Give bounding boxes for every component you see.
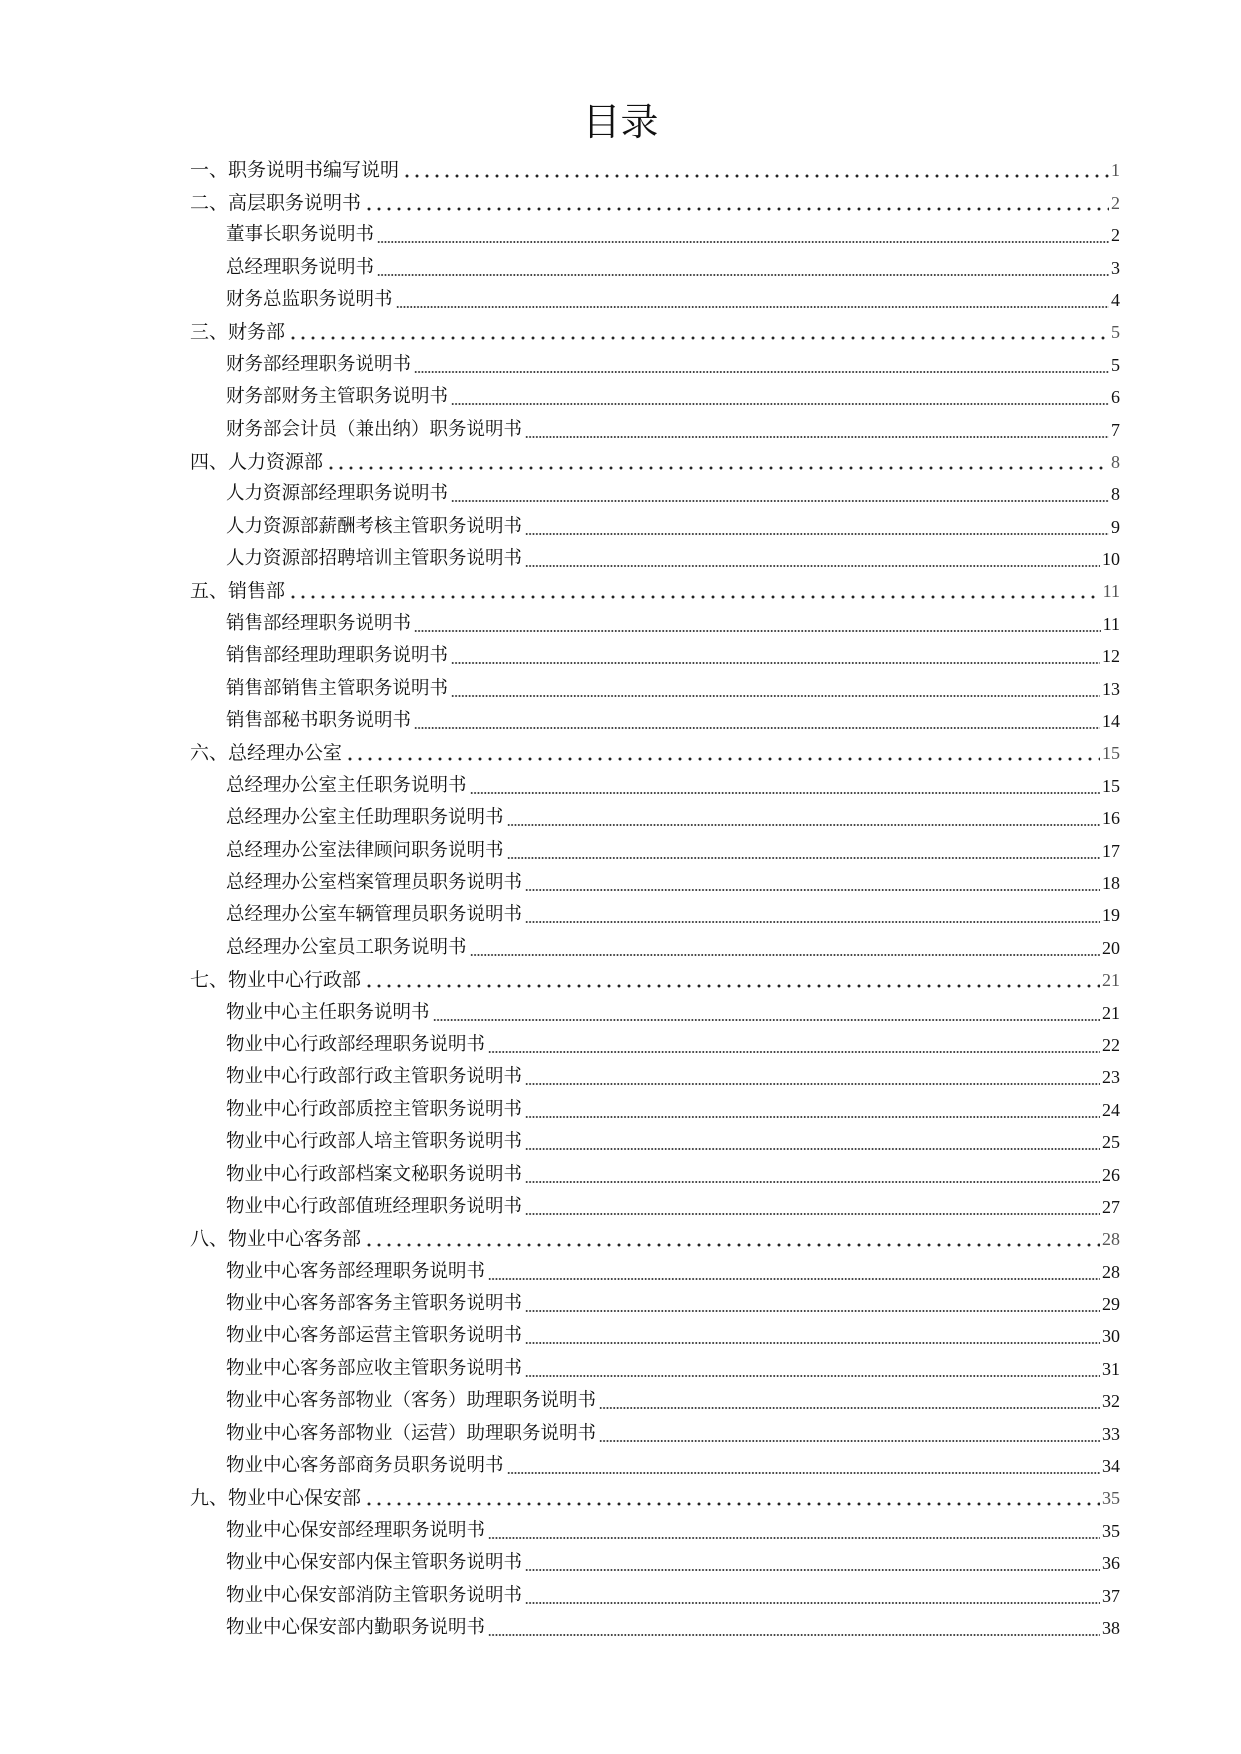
dot-leader [414,611,1101,633]
toc-subsection-entry[interactable] [190,380,1120,412]
dot-leader [488,1032,1100,1054]
toc-page-number: 32 [1102,1391,1120,1412]
toc-subsection-entry[interactable] [190,477,1120,509]
dot-leader [525,417,1109,439]
toc-subsection-entry[interactable] [190,1449,1120,1481]
toc-entry-label: 物业中心客务部客务主管职务说明书 [226,1293,523,1315]
toc-subsection-entry[interactable] [190,1384,1120,1416]
toc-entry-label: 七、物业中心行政部 [190,969,362,992]
dot-leader [488,1615,1100,1637]
dot-leader [525,514,1109,536]
dot-leader [525,546,1100,568]
toc-page-number: 14 [1102,711,1120,732]
toc-entry-label: 物业中心主任职务说明书 [226,1001,430,1023]
page-title: 目录 [582,100,659,144]
toc-page-number: 21 [1102,1002,1120,1023]
toc-entry-label: 物业中心客务部经理职务说明书 [226,1260,486,1282]
toc-subsection-entry[interactable] [190,930,1120,962]
toc-entry-label: 物业中心客务部应收主管职务说明书 [226,1357,523,1379]
toc-entry-label: 二、高层职务说明书 [190,191,362,214]
toc-entry-label: 物业中心保安部经理职务说明书 [226,1519,486,1541]
toc-subsection-entry[interactable] [190,833,1120,865]
toc-entry-label: 九、物业中心保安部 [190,1487,362,1510]
dot-leader [402,157,1109,179]
toc-entry-label: 财务部经理职务说明书 [226,353,412,375]
toc-entry-label: 财务部财务主管职务说明书 [226,386,449,408]
toc-subsection-entry[interactable] [190,412,1120,444]
dot-leader [507,805,1100,827]
toc-entry-label: 物业中心保安部内勤职务说明书 [226,1616,486,1638]
toc-page-number: 11 [1102,581,1120,602]
dot-leader [326,449,1109,471]
toc-subsection-entry[interactable] [190,1254,1120,1286]
toc-subsection-entry[interactable] [190,1125,1120,1157]
dot-leader [488,1259,1100,1281]
toc-subsection-entry[interactable] [190,1611,1120,1643]
toc-section-entry[interactable] [190,1222,1120,1254]
dot-leader [451,481,1109,503]
toc-subsection-entry[interactable] [190,1157,1120,1189]
dot-leader [488,1518,1100,1540]
toc-entry-label: 四、人力资源部 [190,450,324,473]
toc-entry-label: 物业中心客务部运营主管职务说明书 [226,1325,523,1347]
toc-page-number: 16 [1102,808,1120,829]
toc-subsection-entry[interactable] [190,542,1120,574]
toc-subsection-entry[interactable] [190,704,1120,736]
toc-page-number: 35 [1102,1520,1120,1541]
dot-leader [345,740,1100,762]
toc-subsection-entry[interactable] [190,218,1120,250]
toc-page-number: 24 [1102,1099,1120,1120]
dot-leader [525,1356,1100,1378]
toc-subsection-entry[interactable] [190,1351,1120,1383]
toc-subsection-entry[interactable] [190,898,1120,930]
table-of-contents [190,153,1120,1643]
toc-entry-label: 物业中心保安部消防主管职务说明书 [226,1584,523,1606]
dot-leader [525,870,1100,892]
toc-entry-label: 物业中心行政部值班经理职务说明书 [226,1195,523,1217]
toc-page-number: 30 [1102,1326,1120,1347]
toc-page-number: 18 [1102,872,1120,893]
dot-leader [470,935,1100,957]
toc-entry-label: 六、总经理办公室 [190,742,343,765]
toc-subsection-entry[interactable] [190,1060,1120,1092]
toc-entry-label: 总经理办公室主任助理职务说明书 [226,807,504,829]
toc-section-entry[interactable] [190,963,1120,995]
toc-entry-label: 物业中心行政部经理职务说明书 [226,1033,486,1055]
dot-leader [599,1388,1100,1410]
toc-page-number: 22 [1102,1034,1120,1055]
toc-section-entry[interactable] [190,153,1120,185]
toc-entry-label: 三、财务部 [190,321,286,344]
toc-page-number: 8 [1111,451,1120,472]
toc-page-number: 37 [1102,1585,1120,1606]
toc-subsection-entry[interactable] [190,801,1120,833]
dot-leader [451,384,1109,406]
toc-entry-label: 销售部经理职务说明书 [226,612,412,634]
toc-subsection-entry[interactable] [190,1513,1120,1545]
toc-subsection-entry[interactable] [190,1319,1120,1351]
toc-section-entry[interactable] [190,445,1120,477]
toc-page-number: 35 [1102,1488,1120,1509]
dot-leader [364,190,1109,212]
toc-page-number: 15 [1102,743,1120,764]
dot-leader [507,1453,1100,1475]
toc-subsection-entry[interactable] [190,768,1120,800]
toc-page-number: 21 [1102,970,1120,991]
dot-leader [525,902,1100,924]
toc-entry-label: 总经理办公室主任职务说明书 [226,774,467,796]
toc-page-number: 31 [1102,1358,1120,1379]
toc-page-number: 9 [1111,516,1120,537]
dot-leader [525,1323,1100,1345]
dot-leader [525,1291,1100,1313]
dot-leader [364,967,1100,989]
toc-entry-label: 物业中心行政部人培主管职务说明书 [226,1131,523,1153]
toc-page-number: 3 [1111,257,1120,278]
toc-subsection-entry[interactable] [190,1092,1120,1124]
toc-entry-label: 物业中心保安部内保主管职务说明书 [226,1552,523,1574]
toc-page-number: 25 [1102,1132,1120,1153]
toc-entry-label: 总经理办公室档案管理员职务说明书 [226,871,523,893]
toc-subsection-entry[interactable] [190,1190,1120,1222]
toc-subsection-entry[interactable] [190,606,1120,638]
toc-page-number: 33 [1102,1423,1120,1444]
dot-leader [364,1485,1100,1507]
toc-section-entry[interactable] [190,574,1120,606]
toc-page-number: 12 [1102,646,1120,667]
toc-page-number: 4 [1111,289,1120,310]
toc-entry-label: 总经理办公室法律顾问职务说明书 [226,839,504,861]
toc-page-number: 17 [1102,840,1120,861]
toc-entry-label: 董事长职务说明书 [226,224,375,246]
toc-entry-label: 八、物业中心客务部 [190,1228,362,1251]
toc-page-number: 2 [1111,192,1120,213]
toc-page-number: 34 [1102,1456,1120,1477]
dot-leader [599,1421,1100,1443]
toc-subsection-entry[interactable] [190,866,1120,898]
toc-page-number: 7 [1111,419,1120,440]
toc-entry-label: 人力资源部经理职务说明书 [226,483,449,505]
toc-page-number: 15 [1102,775,1120,796]
toc-entry-label: 物业中心行政部档案文秘职务说明书 [226,1163,523,1185]
toc-page-number: 2 [1111,225,1120,246]
toc-page-number: 10 [1102,549,1120,570]
toc-entry-label: 人力资源部招聘培训主管职务说明书 [226,548,523,570]
toc-page-number: 5 [1111,354,1120,375]
toc-entry-label: 销售部经理助理职务说明书 [226,645,449,667]
dot-leader [525,1550,1100,1572]
toc-entry-label: 人力资源部薪酬考核主管职务说明书 [226,515,523,537]
toc-subsection-entry[interactable] [190,995,1120,1027]
toc-entry-label: 财务部会计员（兼出纳）职务说明书 [226,418,523,440]
dot-leader [364,1226,1100,1248]
toc-entry-label: 销售部秘书职务说明书 [226,710,412,732]
toc-page-number: 28 [1102,1261,1120,1282]
toc-section-entry[interactable] [190,185,1120,217]
toc-entry-label: 物业中心行政部行政主管职务说明书 [226,1066,523,1088]
toc-subsection-entry[interactable] [190,671,1120,703]
toc-entry-label: 总经理办公室员工职务说明书 [226,936,467,958]
toc-entry-label: 物业中心行政部质控主管职务说明书 [226,1098,523,1120]
toc-section-entry[interactable] [190,1481,1120,1513]
dot-leader [525,1064,1100,1086]
toc-page-number: 27 [1102,1196,1120,1217]
dot-leader [396,287,1109,309]
dot-leader [288,578,1101,600]
toc-page-number: 20 [1102,937,1120,958]
toc-entry-label: 物业中心客务部物业（客务）助理职务说明书 [226,1390,597,1412]
dot-leader [525,1583,1100,1605]
toc-subsection-entry[interactable] [190,1028,1120,1060]
toc-page-number: 23 [1102,1067,1120,1088]
toc-subsection-entry[interactable] [190,1546,1120,1578]
dot-leader [288,319,1109,341]
toc-page-number: 19 [1102,905,1120,926]
toc-page-number: 38 [1102,1617,1120,1638]
dot-leader [433,1000,1100,1022]
dot-leader [414,708,1100,730]
toc-subsection-entry[interactable] [190,1287,1120,1319]
toc-page-number: 5 [1111,322,1120,343]
toc-entry-label: 销售部销售主管职务说明书 [226,677,449,699]
toc-page-number: 1 [1111,160,1120,181]
toc-subsection-entry[interactable] [190,347,1120,379]
toc-page-number: 26 [1102,1164,1120,1185]
dot-leader [377,222,1109,244]
toc-section-entry[interactable] [190,315,1120,347]
toc-entry-label: 财务总监职务说明书 [226,288,393,310]
dot-leader [451,676,1100,698]
toc-page-number: 29 [1102,1294,1120,1315]
toc-subsection-entry[interactable] [190,1416,1120,1448]
toc-page-number: 8 [1111,484,1120,505]
dot-leader [451,643,1100,665]
toc-section-entry[interactable] [190,736,1120,768]
toc-entry-label: 总经理职务说明书 [226,256,375,278]
toc-subsection-entry[interactable] [190,283,1120,315]
toc-page-number: 36 [1102,1553,1120,1574]
toc-subsection-entry[interactable] [190,509,1120,541]
dot-leader [525,1097,1100,1119]
toc-page-number: 13 [1102,678,1120,699]
toc-subsection-entry[interactable] [190,1578,1120,1610]
dot-leader [414,352,1109,374]
dot-leader [525,1129,1100,1151]
toc-page-number: 6 [1111,387,1120,408]
toc-entry-label: 物业中心客务部物业（运营）助理职务说明书 [226,1422,597,1444]
toc-page-number: 11 [1102,613,1120,634]
toc-subsection-entry[interactable] [190,639,1120,671]
dot-leader [507,838,1100,860]
toc-entry-label: 一、职务说明书编写说明 [190,159,400,182]
dot-leader [525,1162,1100,1184]
dot-leader [377,255,1109,277]
toc-subsection-entry[interactable] [190,250,1120,282]
toc-entry-label: 物业中心客务部商务员职务说明书 [226,1455,504,1477]
toc-page-number: 28 [1102,1229,1120,1250]
toc-entry-label: 五、销售部 [190,580,286,603]
toc-entry-label: 总经理办公室车辆管理员职务说明书 [226,904,523,926]
dot-leader [525,1194,1100,1216]
dot-leader [470,773,1100,795]
